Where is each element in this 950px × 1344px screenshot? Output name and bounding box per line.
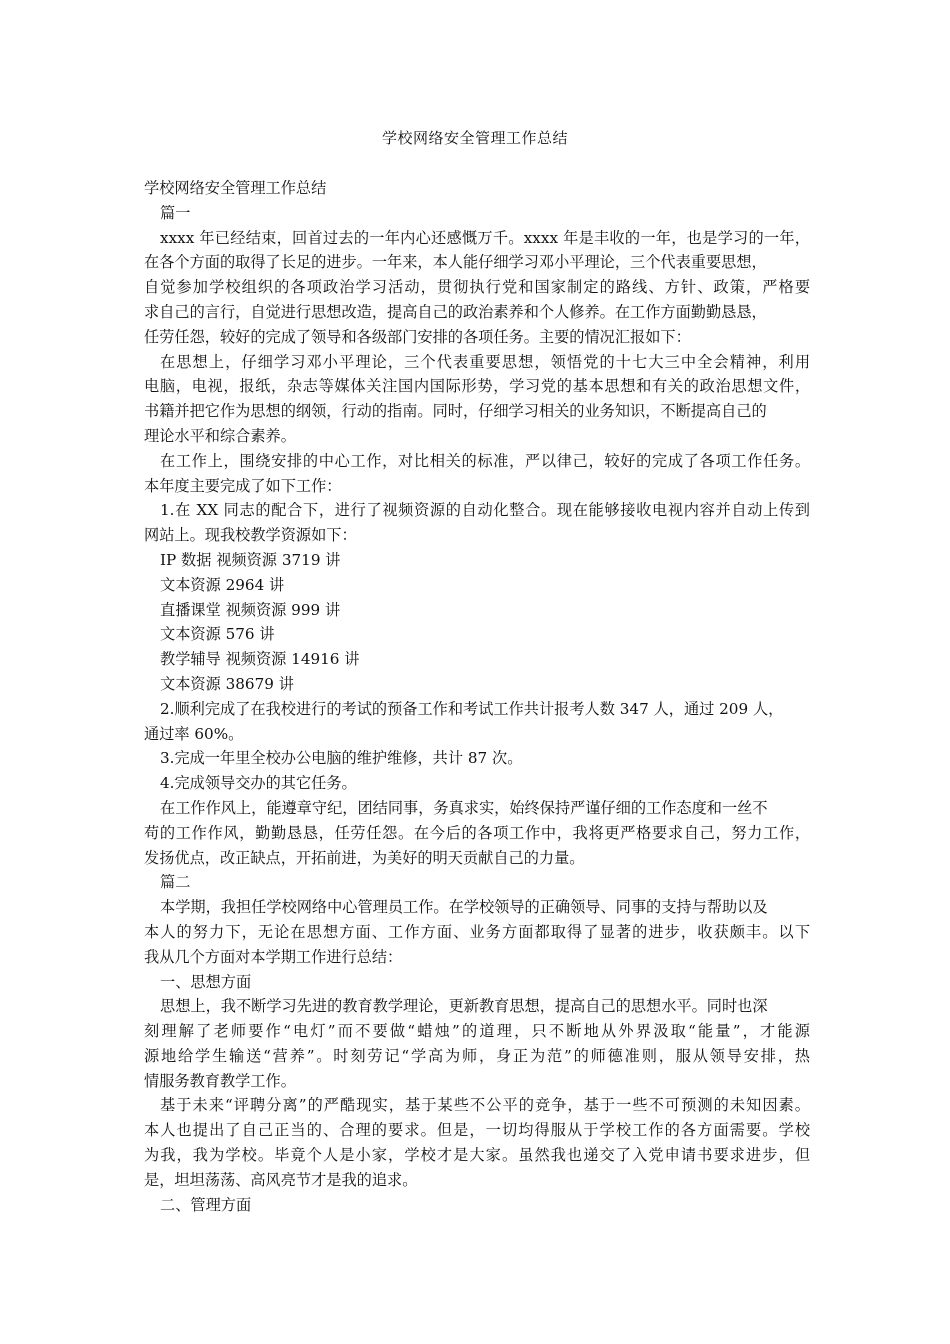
text-line: 1.在 XX 同志的配合下，进行了视频资源的自动化整合。现在能够接收电视内容并自动上传到 [160, 501, 810, 520]
text-line: 在工作作风上，能遵章守纪，团结同事，务真求实，始终保持严谨仔细的工作态度和一丝不 [160, 798, 768, 817]
text-line: 理论水平和综合素养。 [144, 426, 296, 445]
text-line: 直播课堂 视频资源 999 讲 [160, 600, 341, 619]
text-line: 通过率 60%。 [144, 724, 244, 743]
text-line: 求自己的言行，自觉进行思想改造，提高自己的政治素养和个人修养。在工作方面勤勤恳恳， [144, 302, 767, 321]
text-line: 二、管理方面 [160, 1195, 252, 1214]
text-line: 是，坦坦荡荡、高风亮节才是我的追求。 [144, 1170, 418, 1189]
text-line: 文本资源 38679 讲 [160, 674, 294, 693]
text-line: 网站上。现我校教学资源如下： [144, 526, 357, 545]
text-line: 学校网络安全管理工作总结 [144, 179, 327, 197]
text-line: IP 数据 视频资源 3719 讲 [160, 550, 341, 569]
text-line: 本年度主要完成了如下工作： [144, 476, 342, 495]
text-line: 任劳任怨，较好的完成了领导和各级部门安排的各项任务。主要的情况汇报如下： [144, 327, 691, 346]
text-line: xxxx 年已经结束，回首过去的一年内心还感慨万千。xxxx 年是丰收的一年，也是学习的一年， [160, 228, 810, 247]
text-line: 情服务教育教学工作。 [144, 1071, 296, 1090]
text-line: 源地给学生输送“营养”。时刻劳记“学高为师，身正为范”的师德准则，服从领导安排，热 [144, 1046, 810, 1065]
text-line: 思想上，我不断学习先进的教育教学理论，更新教育思想，提高自己的思想水平。同时也深 [160, 997, 768, 1016]
text-line: 刻理解了老师要作“电灯”而不要做“蜡烛”的道理，只不断地从外界汲取“能量”，才能源 [144, 1022, 810, 1041]
text-line: 书籍并把它作为思想的纲领，行动的指南。同时，仔细学习相关的业务知识，不断提高自己的 [144, 402, 767, 421]
text-line: 一、思想方面 [160, 972, 252, 991]
text-line: 电脑，电视，报纸，杂志等媒体关注国内国际形势，学习党的基本思想和有关的政治思想文件， [144, 377, 810, 396]
document-title: 学校网络安全管理工作总结 [381, 129, 568, 147]
text-line: 自觉参加学校组织的各项政治学习活动，贯彻执行党和国家制定的路线、方针、政策，严格要 [144, 278, 810, 297]
text-line: 在思想上，仔细学习邓小平理论，三个代表重要思想，领悟党的十七大三中全会精神，利用 [160, 352, 810, 371]
text-line: 篇二 [160, 873, 191, 892]
text-line: 文本资源 576 讲 [160, 625, 275, 644]
text-line: 基于未来“评聘分离”的严酷现实，基于某些不公平的竞争，基于一些不可预测的未知因素。 [160, 1096, 810, 1115]
text-line: 2.顺利完成了在我校进行的考试的预备工作和考试工作共计报考人数 347 人，通过 209 人， [160, 699, 784, 718]
text-line: 文本资源 2964 讲 [160, 575, 285, 594]
text-line: 为我，我为学校。毕竟个人是小家，学校才是大家。虽然我也递交了入党申请书要求进步，但 [144, 1146, 810, 1165]
text-line: 3.完成一年里全校办公电脑的维护维修，共计 87 次。 [160, 749, 523, 768]
text-line: 篇一 [160, 203, 191, 222]
text-line: 在各个方面的取得了长足的进步。一年来，本人能仔细学习邓小平理论，三个代表重要思想， [144, 253, 767, 272]
text-line: 教学辅导 视频资源 14916 讲 [160, 650, 360, 669]
text-line: 本学期，我担任学校网络中心管理员工作。在学校领导的正确领导、同事的支持与帮助以及 [160, 898, 768, 917]
text-line: 4.完成领导交办的其它任务。 [160, 774, 357, 793]
text-line: 我从几个方面对本学期工作进行总结： [144, 947, 403, 966]
text-line: 发扬优点，改正缺点，开拓前进，为美好的明天贡献自己的力量。 [144, 848, 585, 867]
document-body [144, 176, 810, 1217]
text-line: 本人的努力下，无论在思想方面、工作方面、业务方面都取得了显著的进步，收获颇丰。以下 [144, 922, 810, 941]
text-line: 在工作上，围绕安排的中心工作，对比相关的标准，严以律己，较好的完成了各项工作任务。 [160, 451, 810, 470]
text-line: 苟的工作作风，勤勤恳恳，任劳任怨。在今后的各项工作中，我将更严格要求自己，努力工作， [144, 823, 810, 842]
text-line: 本人也提出了自己正当的、合理的要求。但是，一切均得服从于学校工作的各方面需要。学校 [144, 1121, 810, 1140]
